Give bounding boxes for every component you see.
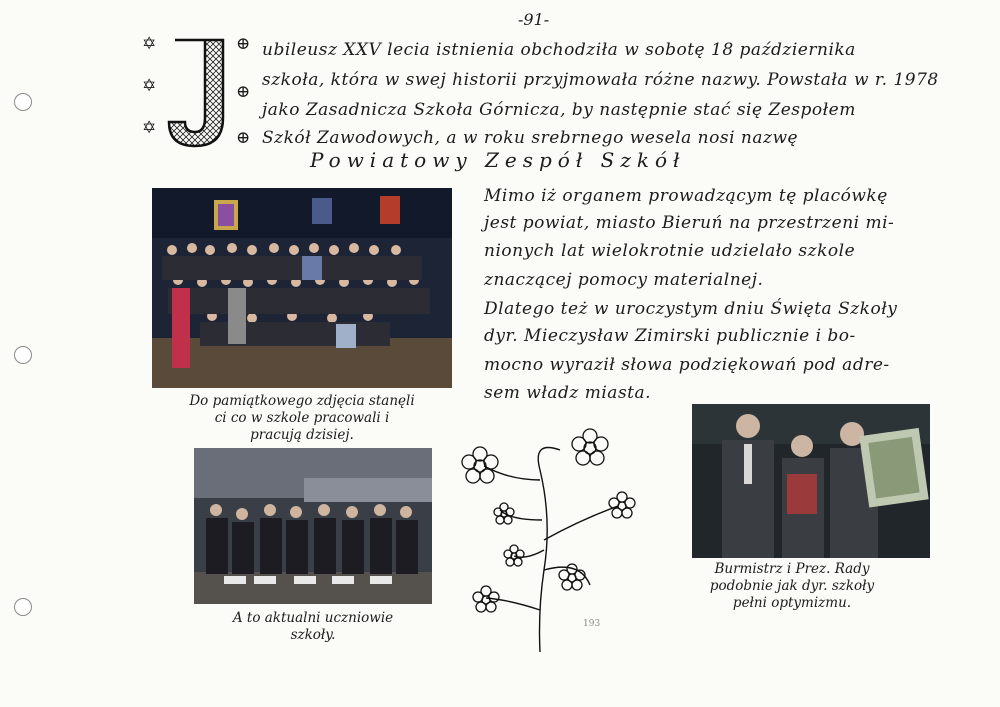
page-number: -91- bbox=[518, 10, 550, 29]
paragraph-line-1: Mimo iż organem prowadzącym tę placówkę bbox=[484, 186, 888, 206]
officials-photo bbox=[692, 404, 930, 558]
paragraph-line-4: znaczącej pomocy materialnej. bbox=[484, 270, 764, 290]
paragraph-line-2: jest powiat, miasto Bieruń na przestrzeni mi- bbox=[484, 213, 895, 233]
school-name-heading: Powiatowy Zespół Szkół bbox=[310, 148, 686, 172]
star-ornament-icon: ✡ bbox=[142, 76, 157, 96]
group-photo-caption: Do pamiątkowego zdjęcia stanęli ci co w szkole pracowali i pracują dzisiej. bbox=[189, 393, 415, 443]
paragraph-line-8: sem władz miasta. bbox=[484, 383, 652, 403]
paragraph-line-6: dyr. Mieczysław Zimirski publicznie i bo- bbox=[484, 326, 856, 346]
students-photo bbox=[194, 448, 432, 604]
paragraph-line-7: mocno wyraził słowa podziękowań pod adre- bbox=[484, 355, 890, 375]
binder-hole bbox=[14, 93, 32, 111]
paragraph-line-5: Dlatego też w uroczystym dniu Święta Szkoły bbox=[484, 299, 898, 319]
cross-ornament-icon: ⊕ bbox=[236, 82, 251, 102]
students-photo-caption: A to aktualni uczniowie szkoły. bbox=[232, 610, 394, 643]
binder-hole bbox=[14, 346, 32, 364]
intro-line-1: ubileusz XXV lecia istnienia obchodziła w sobotę 18 października bbox=[262, 40, 856, 60]
group-photo bbox=[152, 188, 452, 388]
star-ornament-icon: ✡ bbox=[142, 118, 157, 138]
intro-line-3: jako Zasadnicza Szkoła Górnicza, by następnie stać się Zespołem bbox=[262, 100, 856, 120]
paragraph-line-3: nionych lat wielokrotnie udzielało szkole bbox=[484, 241, 856, 261]
cross-ornament-icon: ⊕ bbox=[236, 128, 251, 148]
faint-stamp: 193 bbox=[583, 619, 601, 629]
intro-line-2: szkoła, która w swej historii przyjmowała różne nazwy. Powstała w r. 1978 bbox=[262, 70, 939, 90]
hand-drawn-flower-illustration bbox=[440, 410, 650, 660]
officials-photo-caption: Burmistrz i Prez. Rady podobnie jak dyr. szkoły pełni optymizmu. bbox=[709, 561, 875, 611]
intro-line-4: Szkół Zawodowych, a w roku srebrnego wesela nosi nazwę bbox=[262, 128, 799, 148]
star-ornament-icon: ✡ bbox=[142, 34, 157, 54]
cross-ornament-icon: ⊕ bbox=[236, 34, 251, 54]
binder-hole bbox=[14, 598, 32, 616]
decorative-initial-j bbox=[165, 38, 227, 150]
